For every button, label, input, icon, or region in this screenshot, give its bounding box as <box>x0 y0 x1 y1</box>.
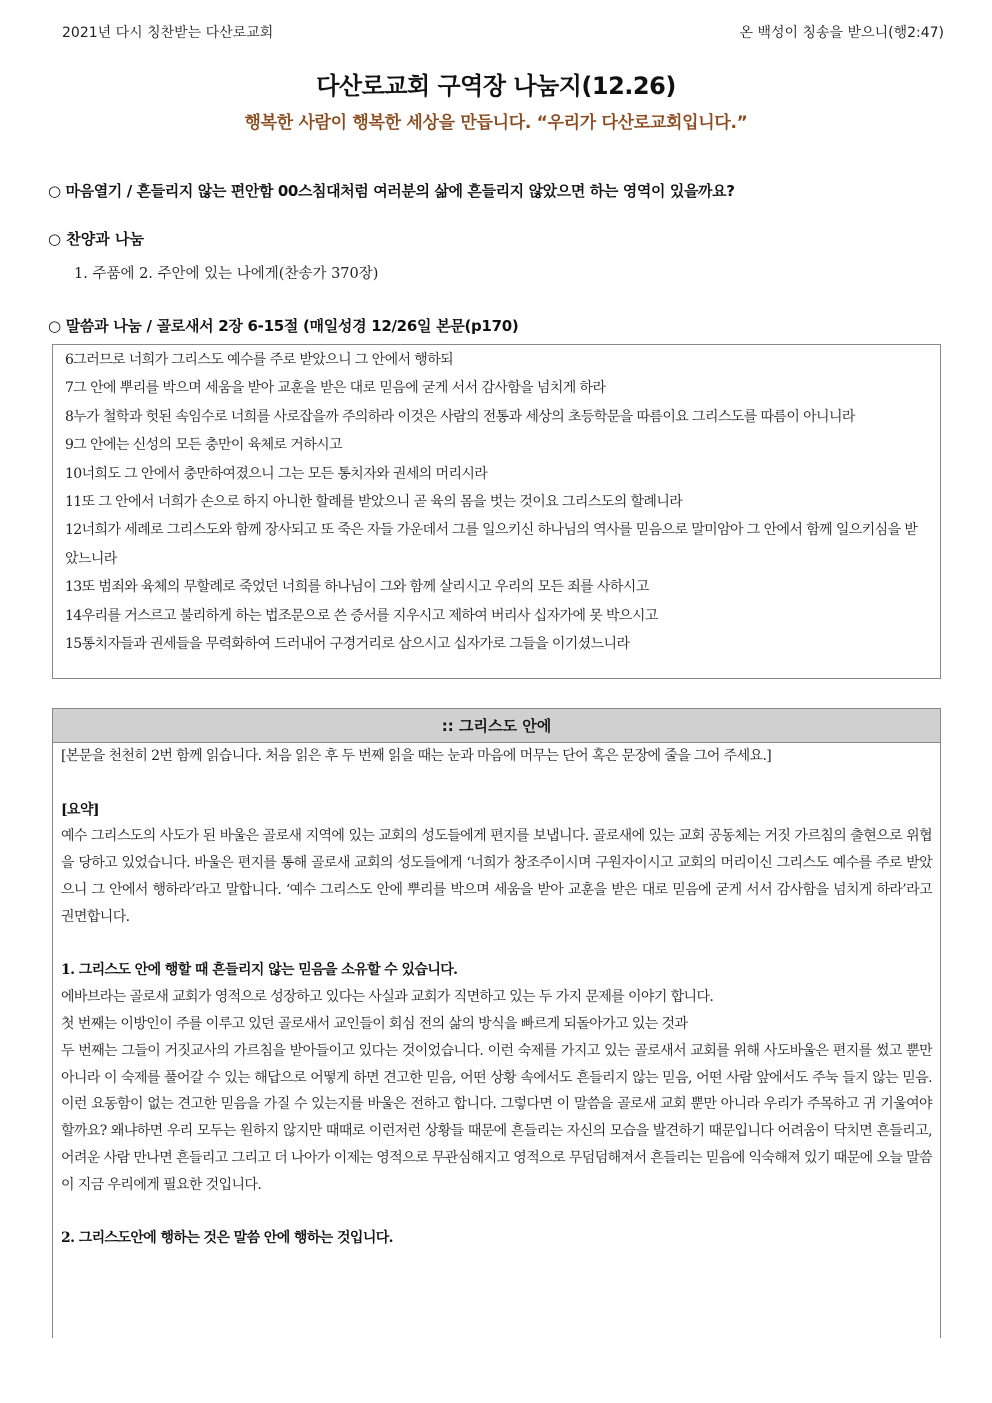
verse: 6그러므로 너희가 그리스도 예수를 주로 받았으니 그 안에서 행하되 <box>65 352 454 368</box>
verse: 15통치자들과 권세들을 무력화하여 드러내어 구경거리로 삼으시고 십자가로 그들을 이기셨느니라 <box>65 636 630 653</box>
header-verse-reference: 온 백성이 칭송을 받으니(행2:47) <box>739 25 944 41</box>
point-1-line: 첫 번째는 이방인이 주를 이루고 있던 골로새서 교인들이 회심 전의 삶의 방식을 빠르게 되돌아가고 있는 것과 <box>61 1015 688 1032</box>
section-praise: ○ 찬양과 나눔 <box>48 230 144 248</box>
summary-label: [요약] <box>61 801 99 818</box>
study-body <box>53 743 940 1252</box>
study-box <box>52 708 941 1338</box>
point-1-body: 두 번째는 그들이 거짓교사의 가르침을 받아들이고 있다는 것이었습니다. 이런 숙제를 가지고 있는 골로새서 교회를 위해 사도바울은 편지를 썼고 뿐만 아니라 이 숙제를 풀어갈 수 있는 해답으로 어떻게 하면 견고한 믿음, 어떤 상황 속에서도 흔들리지 않는 믿음, 어떤 사람 앞에서도 주눅 들지 않는 믿음. 이런 요동함이 없는 견고한 믿음을 가질 수 있는지를 바울은 전하고 합니다. 그렇다면 이 말씀을 골로새 교회 뿐만 아니라 우리가 주목하고 귀 기울여야 할까요? 왜냐하면 우리 모두는 원하지 않지만 때때로 이런저런 상황들 때문에 흔들리는 자신의 모습을 발견하기 때문입니다 어려움이 닥치면 흔들리고, 어려운 사람 만나면 흔들리고 그리고 더 나아가 이제는 영적으로 무관심해지고 영적으로 무덤덤해져서 흔들리는 믿음에 익숙해져 있기 때문에 오늘 말씀이 지금 우리에게 필요한 것입니다. <box>61 1042 932 1193</box>
point-2-title: 2. 그리스도안에 행하는 것은 말씀 안에 행하는 것입니다. <box>61 1230 393 1247</box>
header-church-slogan: 2021년 다시 칭찬받는 다산로교회 <box>62 25 274 41</box>
verse: 9그 안에는 신성의 모든 충만이 육체로 거하시고 <box>65 437 342 454</box>
point-1-line: 에바브라는 골로새 교회가 영적으로 성장하고 있다는 사실과 교회가 직면하고 있는 두 가지 문제를 이야기 합니다. <box>61 989 714 1006</box>
verse: 13또 범죄와 육체의 무할례로 죽었던 너희를 하나님이 그와 함께 살리시고 우리의 모든 죄를 사하시고 <box>65 579 649 596</box>
verse: 14우리를 거스르고 불리하게 하는 법조문으로 쓴 증서를 지우시고 제하여 버리사 십자가에 못 박으시고 <box>65 607 658 624</box>
song-list: 1. 주품에 2. 주안에 있는 나에게(찬송가 370장) <box>74 266 379 282</box>
reading-instruction: [본문을 천천히 2번 함께 읽습니다. 처음 읽은 후 두 번째 읽을 때는 눈과 마음에 머무는 단어 혹은 문장에 줄을 그어 주세요.] <box>61 748 772 764</box>
study-heading: :: 그리스도 안에 <box>53 709 940 743</box>
verse: 12너희가 세례로 그리스도와 함께 장사되고 또 죽은 자들 가운데서 그를 일으키신 하나님의 역사를 믿음으로 말미암아 그 안에서 함께 일으키심을 받았느니라 <box>65 522 918 567</box>
section-word: ○ 말씀과 나눔 / 골로새서 2장 6-15절 (매일성경 12/26일 본문(p170) <box>48 317 519 335</box>
page-title: 다산로교회 구역장 나눔지(12.26) <box>316 72 676 100</box>
verse: 7그 안에 뿌리를 박으며 세움을 받아 교훈을 받은 대로 믿음에 굳게 서서 감사함을 넘치게 하라 <box>65 380 606 397</box>
section-open-heart: ○ 마음열기 / 흔들리지 않는 편안함 00스침대처럼 여러분의 삶에 흔들리지 않았으면 하는 영역이 있을까요? <box>48 182 735 200</box>
summary-text: 예수 그리스도의 사도가 된 바울은 골로새 지역에 있는 교회의 성도들에게 편지를 보냅니다. 골로새에 있는 교회 공동체는 거짓 가르침의 출현으로 위협을 당하고 있었습니다. 바울은 편지를 통해 골로새 교회의 성도들에게 ‘너희가 창조주이시며 구원자이시고 교회의 머리이신 그리스도 예수를 주로 받았으니 그 안에서 행하라’라고 말합니다. ‘예수 그리스도 안에 뿌리를 박으며 세움을 받아 교훈을 받은 대로 믿음에 굳게 서서 감사함을 넘치게 하라’라고 권면합니다. <box>61 828 932 925</box>
point-1-title: 1. 그리스도 안에 행할 때 흔들리지 않는 믿음을 소유할 수 있습니다. <box>61 962 458 979</box>
verse: 8누가 철학과 헛된 속임수로 너희를 사로잡을까 주의하라 이것은 사람의 전통과 세상의 초등학문을 따름이요 그리스도를 따름이 아니니라 <box>65 408 855 425</box>
page-subtitle: 행복한 사람이 행복한 세상을 만듭니다. “우리가 다산로교회입니다.” <box>244 113 748 133</box>
scripture-box <box>52 344 941 679</box>
verse: 10너희도 그 안에서 충만하여졌으니 그는 모든 통치자와 권세의 머리시라 <box>65 465 488 482</box>
verse: 11또 그 안에서 너희가 손으로 하지 아니한 할례를 받았으니 곧 육의 몸을 벗는 것이요 그리스도의 할례니라 <box>65 494 683 511</box>
